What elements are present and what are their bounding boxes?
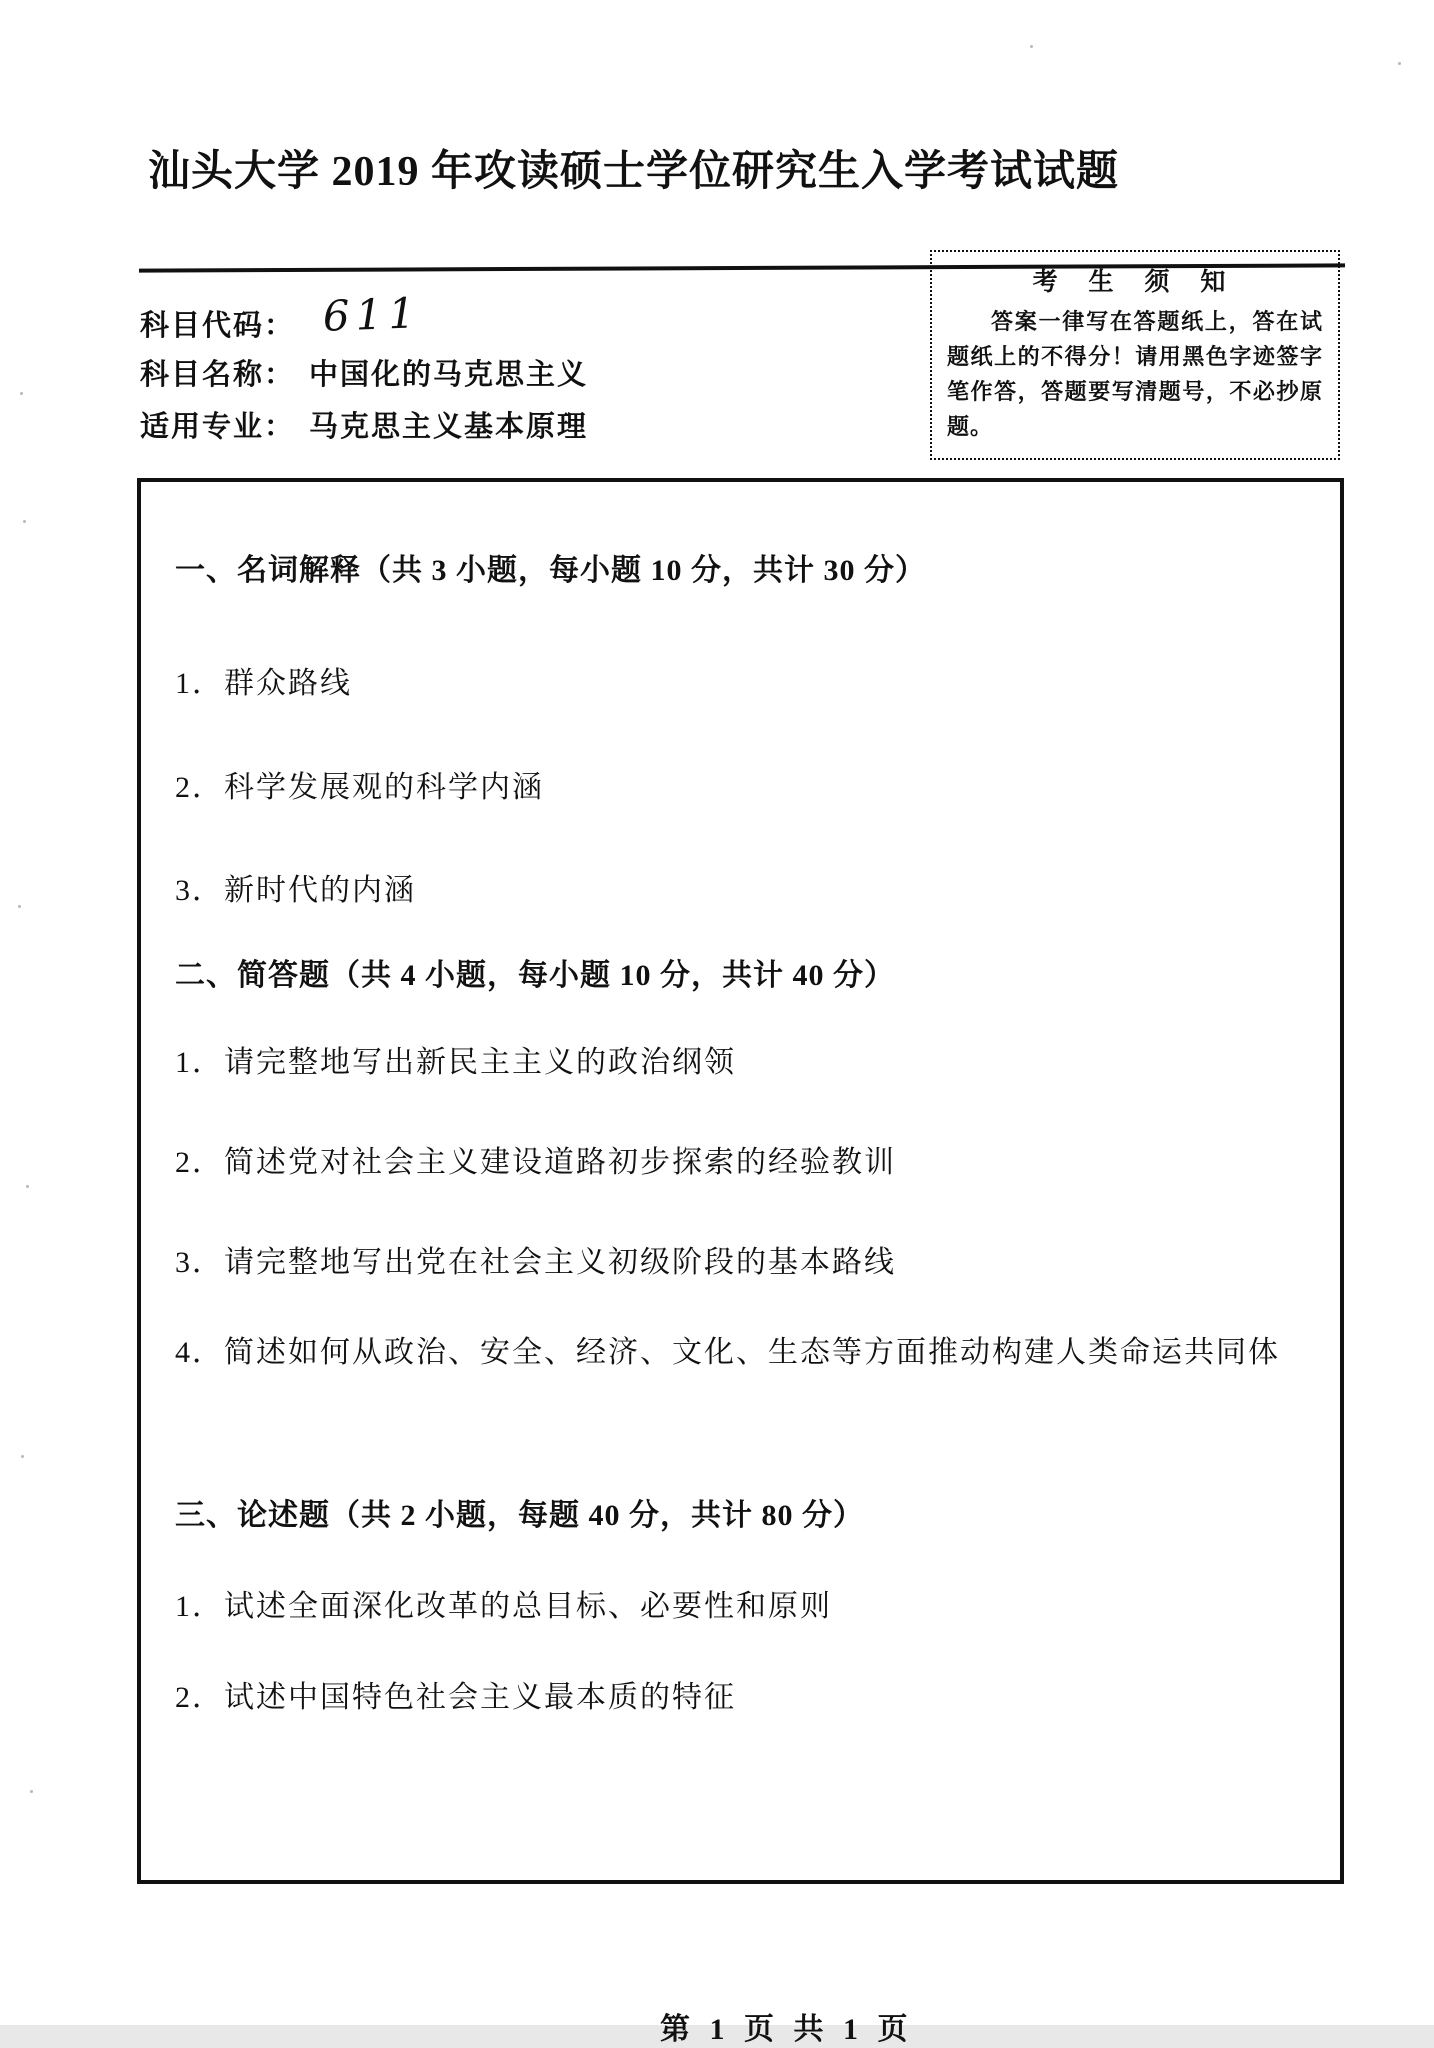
scan-speck <box>23 520 26 523</box>
page-title: 汕头大学 2019 年攻读硕士学位研究生入学考试试题 <box>148 149 1120 195</box>
subject-name-value: 中国化的马克思主义 <box>309 359 589 391</box>
subject-code-value: 611 <box>321 288 422 341</box>
scan-speck <box>30 1790 33 1793</box>
candidate-notice-box <box>930 250 1340 460</box>
section-3-item-1: 1．试述全面深化改革的总目标、必要性和原则 <box>175 1590 832 1623</box>
section-1-heading: 一、名词解释（共 3 小题，每小题 10 分，共计 30 分） <box>175 554 926 587</box>
subject-name-label: 科目名称： <box>140 359 296 391</box>
section-2-item-1: 1．请完整地写出新民主主义的政治纲领 <box>175 1046 736 1079</box>
subject-name-row <box>140 352 588 393</box>
scan-speck <box>18 905 21 908</box>
notice-title: 考 生 须 知 <box>1032 268 1238 296</box>
section-2-item-4: 4．简述如何从政治、安全、经济、文化、生态等方面推动构建人类命运共同体 <box>175 1336 1280 1369</box>
section-3-heading: 三、论述题（共 2 小题，每题 40 分，共计 80 分） <box>175 1499 864 1532</box>
subject-code-row <box>140 288 422 345</box>
section-2-heading: 二、简答题（共 4 小题，每小题 10 分，共计 40 分） <box>175 959 895 992</box>
applicable-major-value: 马克思主义基本原理 <box>309 411 589 443</box>
section-1-item-3: 3．新时代的内涵 <box>175 874 416 907</box>
notice-body: 答案一律写在答题纸上，答在试题纸上的不得分！请用黑色字迹签字笔作答，答题要写清题号，不必抄原题。 <box>947 309 1323 439</box>
scan-speck <box>26 1185 29 1188</box>
section-1-item-2: 2．科学发展观的科学内涵 <box>175 771 544 804</box>
section-2-item-2: 2．简述党对社会主义建设道路初步探索的经验教训 <box>175 1146 896 1179</box>
page-footer: 第 1 页 共 1 页 <box>660 2013 914 2046</box>
applicable-major-row <box>140 404 588 445</box>
subject-code-label: 科目代码： <box>140 310 296 342</box>
section-2-item-3: 3．请完整地写出党在社会主义初级阶段的基本路线 <box>175 1246 896 1279</box>
applicable-major-label: 适用专业： <box>140 411 296 443</box>
section-1-item-1: 1．群众路线 <box>175 667 352 700</box>
scan-speck <box>21 1455 24 1458</box>
scan-speck <box>1398 62 1401 65</box>
scan-speck <box>20 392 23 395</box>
scan-speck <box>1030 45 1033 48</box>
section-3-item-2: 2．试述中国特色社会主义最本质的特征 <box>175 1681 736 1714</box>
